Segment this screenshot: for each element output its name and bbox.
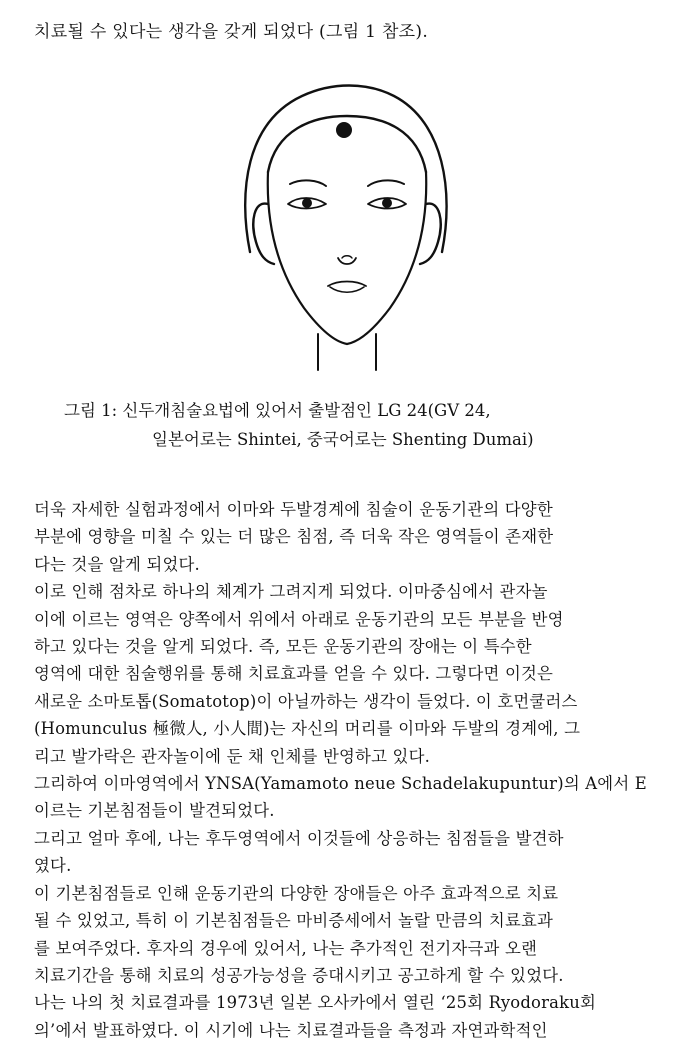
- caption-line-2: 일본어로는 Shintei, 중국어로는 Shenting Dumai): [152, 430, 534, 449]
- paragraph: [34, 825, 674, 880]
- text-line: 이르는 기본침점들이 발견되었다.: [34, 801, 275, 821]
- paragraph: [34, 770, 674, 825]
- acupuncture-point-marker: [336, 122, 352, 138]
- figure-caption: [64, 396, 664, 454]
- text-line: 영역에 대한 침술행위를 통해 치료효과를 얻을 수 있다. 그렇다면 이것은: [34, 664, 554, 684]
- text-line: 치료기간을 통해 치료의 성공가능성을 증대시키고 공고하게 할 수 있었다.: [34, 965, 564, 985]
- text-line: 그리고 얼마 후에, 나는 후두영역에서 이것들에 상응하는 침점들을 발견하: [34, 828, 564, 848]
- head-illustration: [232, 72, 462, 372]
- text-line: 를 보여주었다. 후자의 경우에 있어서, 나는 추가적인 전기자극과 오랜: [34, 938, 538, 958]
- text-line: 이에 이르는 영역은 양쪽에서 위에서 아래로 운동기관의 모든 부분을 반영: [34, 609, 564, 629]
- paragraph: [34, 880, 674, 990]
- text-line: (Homunculus 極微人, 小人間)는 자신의 머리를 이마와 두발의 경계에, 그: [34, 719, 581, 739]
- text-line: 다는 것을 알게 되었다.: [34, 554, 200, 574]
- paragraph: [34, 578, 674, 770]
- text-line: 그리하여 이마영역에서 YNSA(Yamamoto neue Schadelakupuntur)의 A에서 E: [34, 774, 647, 794]
- text-line: 리고 발가락은 관자놀이에 둔 채 인체를 반영하고 있다.: [34, 746, 431, 766]
- text-line: 나는 나의 첫 치료결과를 1973년 일본 오사카에서 열린 ‘25회 Ryodoraku회: [34, 993, 597, 1013]
- text-line: 의’에서 발표하였다. 이 시기에 나는 치료결과들을 측정과 자연과학적인: [34, 1020, 548, 1040]
- text-line: 될 수 있었고, 특히 이 기본침점들은 마비증세에서 놀랄 만큼의 치료효과: [34, 911, 554, 931]
- text-line: 부분에 영향을 미칠 수 있는 더 많은 침점, 즉 더욱 작은 영역들이 존재한: [34, 527, 554, 547]
- text-line: 였다.: [34, 856, 72, 876]
- paragraph: [34, 496, 674, 578]
- body-text: [34, 496, 674, 1044]
- caption-line-1: 그림 1: 신두개침술요법에 있어서 출발점인 LG 24(GV 24,: [64, 401, 491, 420]
- paragraph: [34, 989, 674, 1044]
- text-line: 하고 있다는 것을 알게 되었다. 즉, 모든 운동기관의 장애는 이 특수한: [34, 637, 532, 657]
- text-line: 이 기본침점들로 인해 운동기관의 다양한 장애들은 아주 효과적으로 치료: [34, 883, 559, 903]
- text-line: 이로 인해 점차로 하나의 체계가 그려지게 되었다. 이마중심에서 관자놀: [34, 582, 548, 602]
- text-line: 새로운 소마토톱(Somatotop)이 아닐까하는 생각이 들었다. 이 호먼쿨러스: [34, 691, 578, 711]
- top-text-line: 치료될 수 있다는 생각을 갖게 되었다 (그림 1 참조).: [34, 22, 429, 42]
- text-line: 더욱 자세한 실험과정에서 이마와 두발경계에 침술이 운동기관의 다양한: [34, 500, 553, 519]
